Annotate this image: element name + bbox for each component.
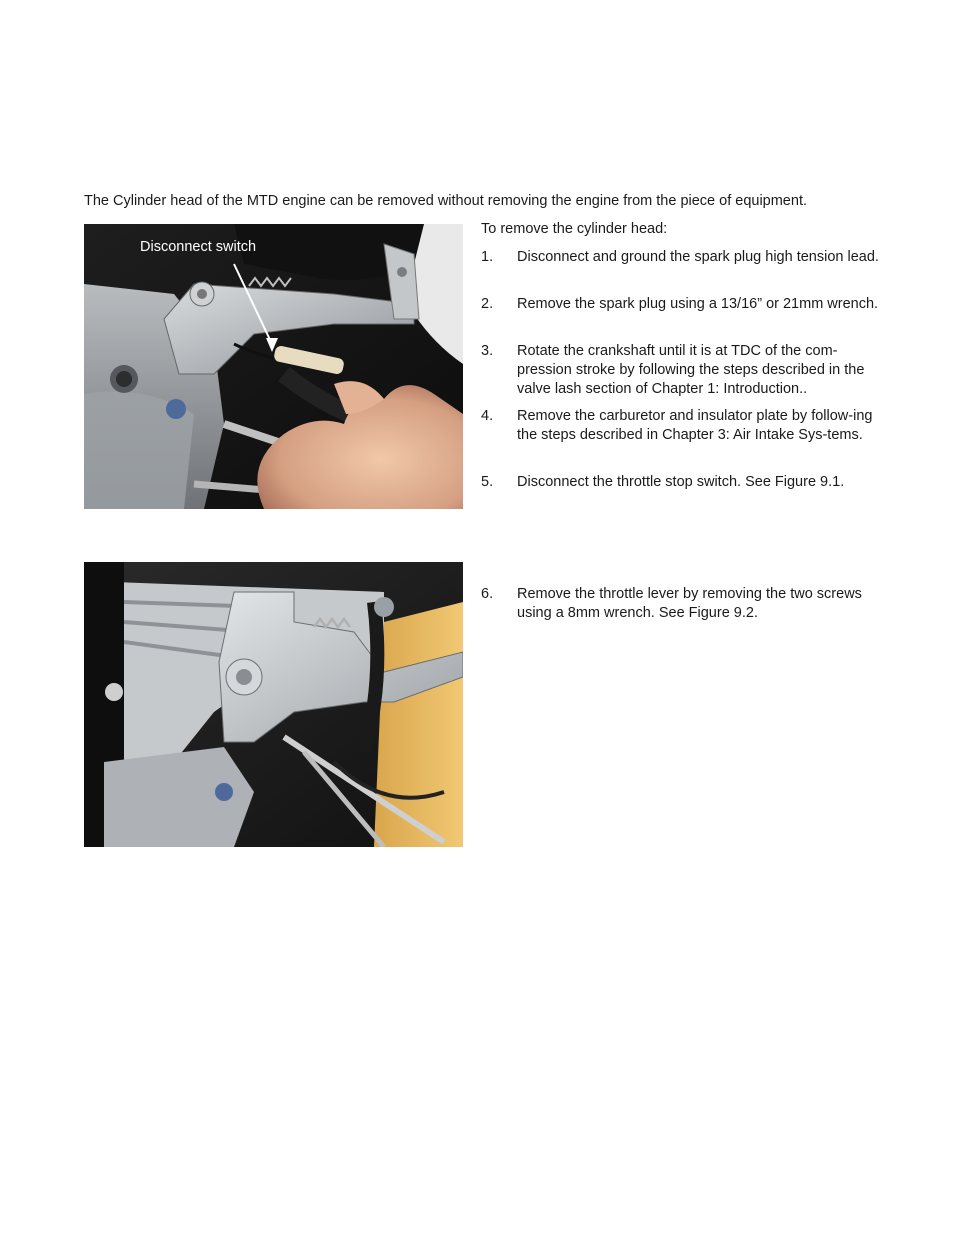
step-text: Remove the spark plug using a 13/16” or 21mm wrench. [517, 296, 879, 312]
step-item [481, 407, 881, 445]
step-number: 4. [481, 408, 494, 424]
figure-9-1-photo [84, 224, 463, 509]
step-text: Disconnect and ground the spark plug high tension lead. [517, 249, 879, 265]
engine-throttle-switch-image [84, 224, 463, 509]
step-item [481, 295, 881, 314]
step-number: 6. [481, 586, 494, 602]
step-item [481, 248, 881, 267]
step-number: 2. [481, 296, 494, 312]
step-number: 1. [481, 249, 494, 265]
step-item [481, 342, 881, 399]
step-item [481, 473, 881, 492]
intro-paragraph: The Cylinder head of the MTD engine can be removed without removing the engine from the piece of equipment. [84, 193, 807, 209]
step-text: Disconnect the throttle stop switch. See Figure 9.1. [517, 474, 845, 490]
step-text: Remove the throttle lever by removing the two screws using a 8mm wrench. See Figure 9.2. [517, 586, 862, 621]
figure-9-2-photo [84, 562, 463, 847]
step-text: Remove the carburetor and insulator plate by follow-ing the steps described in Chapter 3: Air Intake Sys-tems. [517, 408, 873, 443]
step-number: 3. [481, 343, 494, 359]
step-text: Rotate the crankshaft until it is at TDC of the com-pression stroke by following the steps described in the valve lash section of Chapter 1: Introduction.. [517, 343, 865, 397]
step-number: 5. [481, 474, 494, 490]
engine-throttle-lever-image [84, 562, 463, 847]
steps-heading: To remove the cylinder head: [481, 221, 668, 237]
step-item [481, 585, 881, 623]
figure-callout-label: Disconnect switch [140, 239, 257, 255]
